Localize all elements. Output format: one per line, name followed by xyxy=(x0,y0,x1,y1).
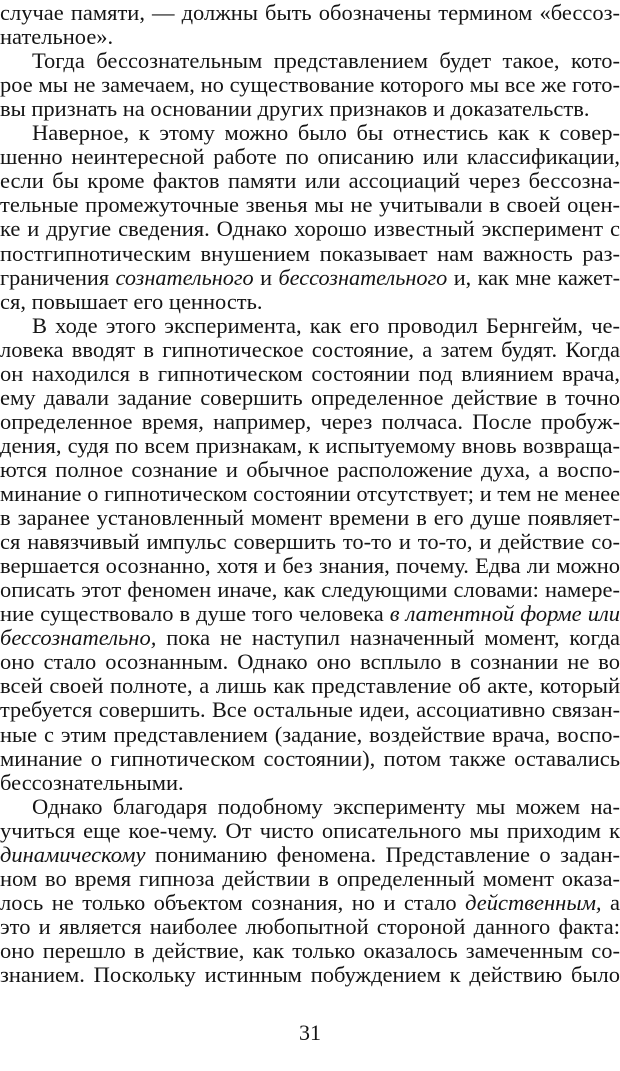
text-line xyxy=(0,625,620,651)
text-line: случае памяти, — должны быть обозначены термином «бессоз- xyxy=(0,0,620,25)
text-span: лось не только объектом сознания, но и стало xyxy=(0,889,466,915)
text-line: всей своей полноте, а лишь как представление об акте, который xyxy=(0,673,620,699)
text-line: ся, повышает его ценность. xyxy=(0,288,263,314)
italic-term: бессознательного xyxy=(278,264,448,290)
text-line: определенное время, например, через полчаса. После пробуж- xyxy=(0,408,620,434)
text-line: вы признать на основании других признаков и доказательств. xyxy=(0,96,590,122)
text-line: ему давали задание совершить определенное действие в точно xyxy=(0,384,620,410)
text-line: ся навязчивый импульс совершить то-то и то-то, и действие со- xyxy=(0,529,620,555)
text-line: Наверное, к этому можно было бы отнестись как к совер- xyxy=(32,120,620,146)
text-line: шенно неинтересной работе по описанию или классификации, xyxy=(0,144,620,170)
page-number: 31 xyxy=(299,1020,321,1045)
text-line: бессознательными. xyxy=(0,769,184,795)
text-line: если бы кроме фактов памяти или ассоциаций через бессозна- xyxy=(0,168,620,194)
text-line: ловека вводят в гипнотическое состояние, а затем будят. Когда xyxy=(0,336,620,362)
text-line: рое мы не замечаем, но существование которого мы все же гото- xyxy=(0,72,620,98)
text-line: учиться еще кое-чему. От чисто описательного мы приходим к xyxy=(0,817,620,843)
text-line: оно стало осознанным. Однако оно всплыло в сознании не во xyxy=(0,649,620,675)
text-line xyxy=(0,265,620,291)
text-span: пока не наступил назначенный момент, когда xyxy=(156,625,620,651)
text-span: и, как мне кажет- xyxy=(447,264,620,290)
text-line xyxy=(0,890,620,916)
text-line: тельные промежуточные звенья мы не учитывали в своей оцен- xyxy=(0,192,620,218)
italic-term: действенным, xyxy=(465,889,602,915)
text-line: минание о гипнотическом состоянии), потом также оставались xyxy=(0,745,620,771)
text-line: описать этот феномен иначе, как следующими словами: намере- xyxy=(0,577,620,603)
text-line: вершается осознанно, хотя и без знания, почему. Едва ли можно xyxy=(0,553,620,579)
italic-term: в латентной форме или xyxy=(389,601,620,627)
text-line: требуется совершить. Все остальные идеи, ассоциативно связан- xyxy=(0,697,620,723)
italic-term: бессознательно, xyxy=(0,625,157,651)
text-span: граничения xyxy=(0,264,116,290)
text-span: ние существовало в душе того человека xyxy=(0,601,390,627)
text-line: минание о гипнотическом состоянии отсутствует; и тем не менее xyxy=(0,481,620,506)
text-line xyxy=(0,601,620,627)
text-line: постгипнотическим внушением показывает нам важность раз- xyxy=(0,240,620,266)
text-line: он находился в гипнотическом состоянии под влиянием врача, xyxy=(0,360,620,386)
text-line: В ходе этого эксперимента, как его проводил Бернгейм, че- xyxy=(32,312,620,338)
italic-term: сознательного xyxy=(115,264,254,290)
text-line: ке и другие сведения. Однако хорошо известный эксперимент с xyxy=(0,216,620,242)
text-line: это и является наиболее любопытной стороной данного факта: xyxy=(0,913,620,939)
text-line: ном во время гипноза действии в определенный момент оказа- xyxy=(0,865,620,891)
italic-term: динамическому xyxy=(0,841,146,867)
text-line: нательное». xyxy=(0,24,114,50)
text-line: оно перешло в действие, как только оказалось замеченным со- xyxy=(0,937,620,963)
text-line: ные с этим представлением (задание, воздействие врача, воспо- xyxy=(0,721,620,747)
text-line xyxy=(0,842,620,868)
text-line: Однако благодаря подобному эксперименту мы можем на- xyxy=(32,793,620,819)
text-line: дения, судя по всем признакам, к испытуемому вновь возвраща- xyxy=(0,432,620,458)
text-line: Тогда бессознательным представлением будет такое, кото- xyxy=(32,48,620,74)
text-span: и xyxy=(253,264,279,290)
text-line: ются полное сознание и обычное расположение духа, а воспо- xyxy=(0,456,620,482)
text-span: а xyxy=(601,889,620,915)
text-line: знанием. Поскольку истинным побуждением к действию было xyxy=(0,962,620,987)
text-span: пониманию феномена. Представление о задан- xyxy=(145,841,620,867)
text-line: в заранее установленный момент времени в его душе появляет- xyxy=(0,505,620,531)
